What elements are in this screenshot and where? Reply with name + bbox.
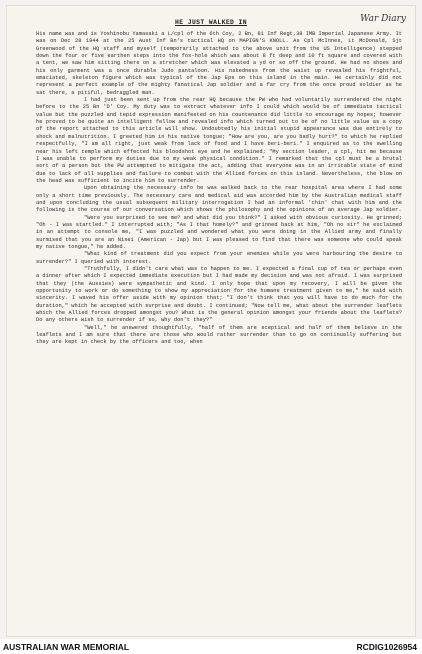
paragraph-4: "Were you surprised to see me? and what did you think?" I asked with obvious curiosity. He grinned; "Oh - I was startled." I interrupted with; "As I that homely?" and grinned back at him, "Oh no sir" he exclaimed in an attempt to console me, "I was puzzled and wondered what you were doing in the Allied army and finally surmised that you are an Nisei (American - Jap) but I was pleased to find that there was someone who could speak my native tongue," he added. [36, 214, 402, 250]
paragraph-6: "Truthfully, I didn't care what was to happen to me. I expected a final cup of tea or perhaps even a dinner after which I expected immediate execution but I had made my decision and was not afraid. I was surprised that they (the Aussies) were sympathetic and kind. I only hope that upon my recovery, I will be given the opportunity to work or do something to show my appreciation for the humane treatment given to me," he said with sincerity. I waved his offer aside with my opinion that; "I don't think that you will have to do much for the duration," which he accepted with surprise and doubt. I continued; "Now tell me, what about the surrender leaflets which the Allied forces dropped amongst you? What is the general opinion amongst your friends about the leaflets? Do any others wish to surrender if so, why don't they?" [36, 266, 402, 324]
paragraph-5: "What kind of treatment did you expect from your enemies while you were harbouring the desire to surrender?" I queried with interest. [36, 251, 402, 265]
paragraph-3: Upon obtaining the necessary info he was walked back to the rear hospital area where I had some only a short time previously. The necessary care and medical aid was accorded him by the Australian medical staff and upon concluding the usual subsequent military interrogation I had an informal 'chin' chat with him and the following is the course of our conversation which shows the philosophy and the opinions of an average Jap soldier. [36, 185, 402, 214]
record-id: RCDIG1026954 [356, 642, 417, 652]
archive-name: AUSTRALIAN WAR MEMORIAL [3, 642, 130, 652]
handwritten-annotation: War Diary [360, 14, 406, 24]
archive-footer [0, 639, 422, 654]
document-body [36, 31, 402, 347]
paragraph-1: His name was and is Yoshinobu Yamasaki a L/cpl of the 6th Coy, 2 Bn, 81 Inf Regt,38 IMB Imperial Japanese Army. It was on Dec 28 1944 at the 25 Aust Inf Bn's tactical HQ on MAPIGN'S KNOLL. As Cpl McInnes, Lt McDonald, Sjt Greenwood of the HQ staff and myself (temporarily attached to the above unit from the US Intelligence) stepped down the four or five earthen steps into the fox-hole which was about 8 ft deep and 10 ft square and covered with a tent, we saw him sitting there on a stretcher which was elevated a yd or so off the ground. He had no shoes and his only garment was a once durable Judo pantaloon. His nakedness from the waist up revealed his frightful, emaciated, skeleton figure which was typical of the Jap Eps on this island in the main. He certainly did not represent a perfect example of the mighty fanatical Jap soldier and a far cry from the once proud soldier as he sat there, a pitiful, bedraggled man. [36, 31, 402, 96]
document-page [6, 5, 416, 637]
document-title: HE JUST WALKED IN [175, 19, 247, 26]
paragraph-2: I had just been sent up from the rear HQ because the PW who had voluntarily surrendered the night before to the 25 Bn 'D' Coy. My duty was to extract whatever info I could which would be of immediate tactical value but the puzzled and tepid expression manifested on his countenance did little to encourage my hopes; however he proved to be quite an intelligent fellow and revealed info which turned out to be of no little value as a copy of the report attached to this article will show. Undoubtedly his initial stupid appearance was due entirely to shock and malnutrition. I greeted him in his native tongue; "How are you, are you badly hurt?" to which he replied respectfully, "I am all right, just weak from lack of food and I have beri-beri." I enquired as to the swelling near his left temple which effected his bloodshot eye and he explained; "My section leader, a cpl, hit me because I was unable to perform my duties due to my weak physical condition." I remarked that the cpl must be a brutal sort of a person but the PW attempted to mitigate the act, adding that everyone was in an irritable state of mind due to lack of all supplies and failure to combat with the Allied forces on this island. Nevertheless, the blow on the head was sufficient to incite him to surrender. [36, 97, 402, 184]
paragraph-7: "Well," he answered thoughtfully, "half of them are sceptical and half of them believe in the leaflets and I am sure that there are those who would rather surrender than to go on continually suffering but they are kept in check by the officers and too, when [36, 324, 402, 346]
